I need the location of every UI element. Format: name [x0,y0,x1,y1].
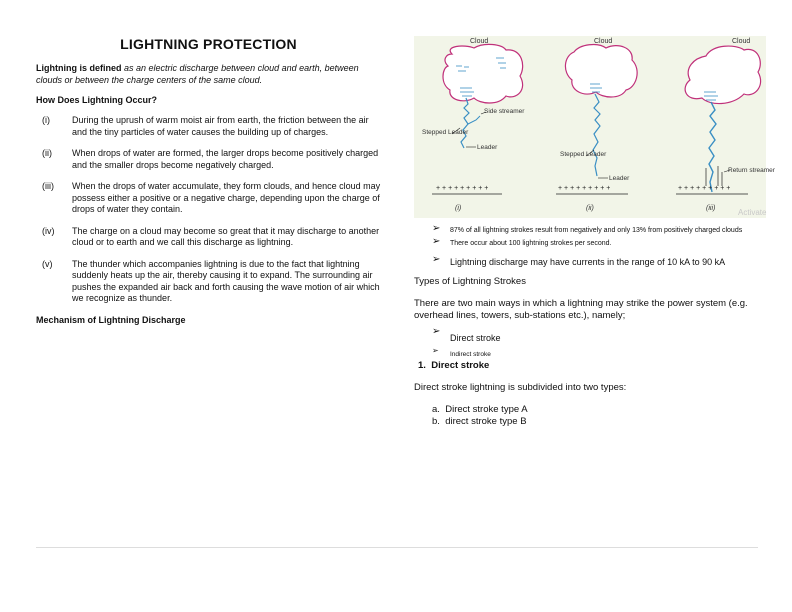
item-number: (iv) [42,225,55,236]
list-item [36,148,381,171]
item-number: (i) [42,115,50,125]
stepped-leader-bolt [461,98,469,148]
list-item [36,259,381,305]
cloud-label: Cloud [594,38,613,45]
leader-label: Leader [477,144,498,151]
page-title: LIGHTNING PROTECTION [120,36,297,52]
item-text: When drops of water are formed, the larger drops become positively charged and the smaller drops become negatively charged. [72,148,379,170]
intro-paragraph [36,62,381,86]
ground-charges: + + + + + + + + + [678,185,731,192]
direct-stroke-heading [414,360,764,372]
subtype-letter: a. [432,404,440,415]
stepped-leader-bolt [593,94,600,176]
cloud-label: Cloud [470,38,489,45]
item-number: (iii) [42,181,54,191]
item-text: The charge on a cloud may become so great that it may discharge to another cloud or to earth and we call this discharge as lightning. [72,225,380,247]
heading-mechanism: Mechanism of Lightning Discharge [36,314,186,325]
panel-label: (ii) [586,205,594,212]
return-streamer-label: Return streamer [728,167,775,174]
return-stroke-bolt [709,102,716,192]
subtype-letter: b. [432,416,440,427]
cloud-shape [685,46,761,104]
lightning-figure [414,36,775,218]
side-streamer-bolt [468,116,480,124]
intro-bold: Lightning is defined [36,63,122,73]
item-text: During the uprush of warm moist air from earth, the friction between the air and the tiny particles of water causes the building up of charges. [72,115,369,137]
item-text: When the drops of water accumulate, they form clouds, and hence cloud may possess either a positive or a negative charge, depending upon the charge of drops of water they contain. [72,181,381,214]
activate-watermark: Activate [738,208,767,217]
heading-number: 1. [418,360,426,371]
heading-how-occur: How Does Lightning Occur? [36,95,157,105]
subtype-item [414,404,764,416]
intro-italic: as an electric discharge between cloud and earth, between clouds or between the charge centers of the same cloud. [36,63,359,85]
fact-bullet [414,223,764,235]
arrow-bullet-icon: ➢ [432,236,441,247]
cloud-shape [443,44,523,103]
subtype-item [414,416,764,428]
types-intro: There are two main ways in which a lightning may strike the power system (e.g. overhead lines, towers, sub-stations etc.), namely; [414,298,748,321]
ground-charges: + + + + + + + + + [436,185,489,192]
panel-label: (i) [455,205,462,212]
arrow-bullet-icon: ➢ [432,254,441,265]
item-number: (v) [42,258,53,269]
stepped-leader-label: Stepped Leader [422,129,469,136]
side-streamer-label: Side streamer [484,108,525,115]
panel-label: (iii) [706,205,716,212]
way-item [414,326,764,344]
cloud-shape [565,45,637,97]
subtype-text: direct stroke type B [445,416,527,427]
arrow-bullet-icon: ➢ [432,346,439,355]
footer-divider [36,547,758,548]
bullet-text: Lightning discharge may have currents in the range of 10 kA to 90 kA [450,257,726,267]
list-item [36,226,381,249]
item-text: The thunder which accompanies lightning is due to the fact that lightning suddenly heats up the air, thereby causing it to expand. The surrounding air pushes the expanded air back and forth causing the wave motion of air which we recognize as thunder. [72,258,380,303]
stepped-leader-label: Stepped Leader [560,151,607,158]
heading-text: Direct stroke [431,360,490,371]
way-item [414,346,764,359]
fact-bullet [414,256,764,268]
lightning-diagram [414,36,775,218]
cloud-label: Cloud [732,38,751,45]
right-column [414,223,764,428]
leader-label: Leader [609,175,630,182]
arrow-bullet-icon: ➢ [432,223,441,234]
way-text: Indirect stroke [450,351,491,358]
subtype-text: Direct stroke type A [445,404,528,415]
ground-charges: + + + + + + + + + [558,185,611,192]
way-text: Direct stroke [450,333,501,343]
list-item [36,181,381,216]
item-number: (ii) [42,148,52,158]
types-heading: Types of Lightning Strokes [414,276,526,287]
fact-bullet [414,236,764,248]
bullet-text: 87% of all lightning strokes result from negatively and only 13% from positively charged clouds [450,227,743,234]
arrow-bullet-icon: ➢ [432,326,441,337]
bullet-text: There occur about 100 lightning strokes per second. [450,240,612,247]
left-column [36,36,381,335]
subdivided-text: Direct stroke lightning is subdivided into two types: [414,382,627,393]
return-arrows [706,166,722,186]
list-item [36,115,381,138]
